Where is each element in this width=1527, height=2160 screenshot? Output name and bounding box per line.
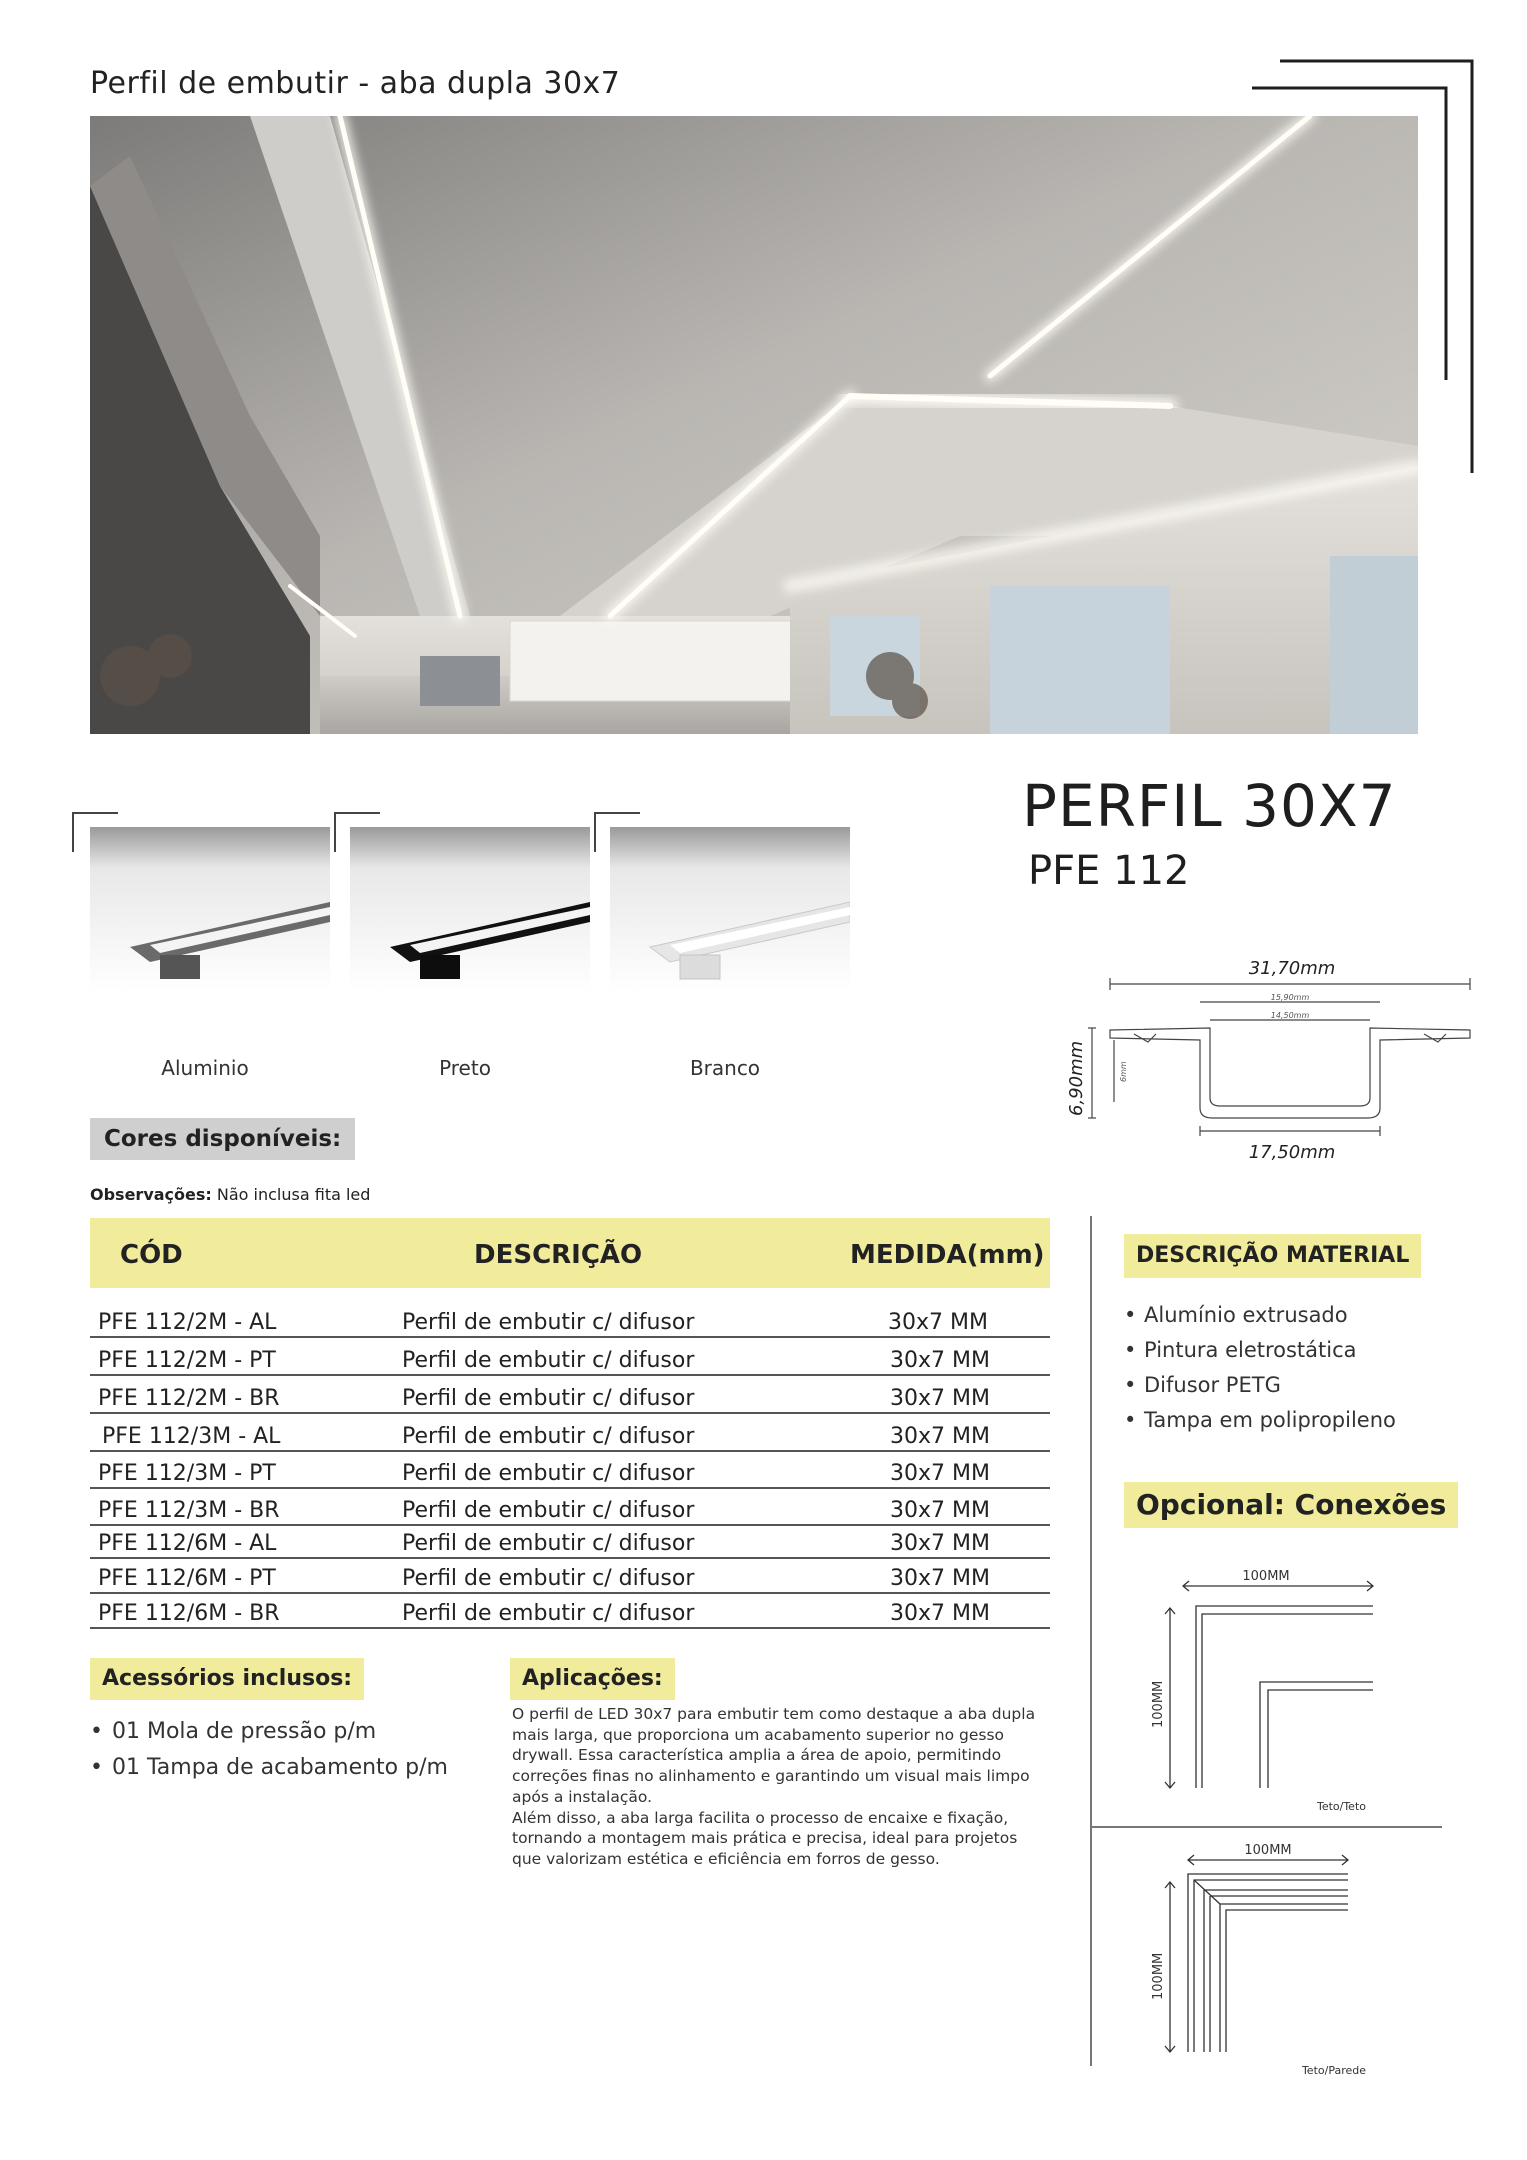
cell-code: PFE 112/3M - AL [102,1424,281,1449]
connections-title: Opcional: Conexões [1124,1482,1458,1528]
conn-caption: Teto/Parede [1301,2064,1366,2077]
swatch-label-preto: Preto [439,1056,491,1080]
cell-description: Perfil de embutir c/ difusor [402,1461,695,1486]
dim-top-width: 31,70mm [1248,958,1336,979]
material-item: • Alumínio extrusado [1124,1298,1396,1333]
cell-description: Perfil de embutir c/ difusor [402,1310,695,1335]
cell-code: PFE 112/2M - PT [98,1348,276,1373]
swatch-label-branco: Branco [689,1056,761,1080]
connection-teto-teto [1148,1568,1378,1818]
conn-caption: Teto/Teto [1316,1800,1366,1813]
product-code: PFE 112 [1028,848,1190,894]
profile-branco-icon [610,827,850,992]
observations-text: Não inclusa fita led [216,1185,371,1204]
cell-measure: 30x7 MM [888,1310,988,1335]
row-divider [90,1557,1050,1559]
row-divider [90,1374,1050,1376]
ceiling-led-photo-icon [90,116,1418,734]
cell-code: PFE 112/6M - PT [98,1566,276,1591]
material-item: • Pintura eletrostática [1124,1333,1396,1368]
page-title: Perfil de embutir - aba dupla 30x7 [90,66,621,101]
dim-inner-width-2: 14,50mm [1270,1011,1310,1020]
applications-text [512,1704,1042,1870]
table-row [90,1494,1050,1526]
swatch-branco [610,827,850,992]
conn-height: 100MM [1151,1680,1166,1728]
cell-measure: 30x7 MM [890,1566,990,1591]
cell-measure: 30x7 MM [890,1386,990,1411]
applications-paragraph: Além disso, a aba larga facilita o processo de encaixe e fixação, tornando a montagem mais prática e precisa, ideal para projetos que valorizam estética e eficiência em forros de gesso. [512,1808,1018,1868]
table-header [90,1218,1050,1288]
column-divider [1090,1216,1092,2066]
table-row [90,1344,1050,1376]
accessory-item: • 01 Mola de pressão p/m [90,1714,448,1750]
applications-title: Aplicações: [510,1658,675,1700]
swatch-preto [350,827,590,992]
conn-height: 100MM [1151,1952,1166,2000]
accessory-item: • 01 Tampa de acabamento p/m [90,1750,448,1786]
observations [90,1185,370,1204]
colors-available-label: Cores disponíveis: [90,1118,355,1160]
product-title: PERFIL 30X7 [1022,772,1397,840]
cell-code: PFE 112/3M - BR [98,1498,280,1523]
table-row [90,1562,1050,1594]
table-row [90,1420,1050,1452]
row-divider [90,1592,1050,1594]
cell-description: Perfil de embutir c/ difusor [402,1498,695,1523]
dim-inner-height: 6mm [1119,1061,1128,1082]
row-divider [90,1524,1050,1526]
cell-description: Perfil de embutir c/ difusor [402,1566,695,1591]
cell-code: PFE 112/2M - AL [98,1310,277,1335]
cell-code: PFE 112/6M - AL [98,1531,277,1556]
technical-drawing [1030,950,1480,1170]
cell-code: PFE 112/3M - PT [98,1461,276,1486]
cell-description: Perfil de embutir c/ difusor [402,1348,695,1373]
cell-measure: 30x7 MM [890,1348,990,1373]
cell-measure: 30x7 MM [890,1601,990,1626]
table-row [90,1457,1050,1489]
dim-inner-width-1: 15,90mm [1270,993,1310,1002]
hero-image [90,116,1418,734]
material-item: • Difusor PETG [1124,1368,1396,1403]
applications-paragraph: O perfil de LED 30x7 para embutir tem como destaque a aba dupla mais larga, que proporciona um acabamento superior no gesso drywall. Essa característica amplia a área de apoio, permitindo correções finas no alinhamento e garantindo um visual mais limpo após a instalação. [512,1705,1036,1806]
accessories-title: Acessórios inclusos: [90,1658,364,1700]
connections-divider [1090,1826,1442,1828]
row-divider [90,1627,1050,1629]
conn-width: 100MM [1244,1843,1292,1858]
row-divider [90,1487,1050,1489]
swatch-aluminio [90,827,330,992]
profile-aluminio-icon [90,827,330,992]
cell-code: PFE 112/6M - BR [98,1601,280,1626]
cell-description: Perfil de embutir c/ difusor [402,1531,695,1556]
connection-teto-parede [1148,1842,1378,2082]
cell-description: Perfil de embutir c/ difusor [402,1601,695,1626]
swatch-label-aluminio: Aluminio [161,1056,249,1080]
observations-label: Observações: [90,1185,212,1204]
table-row [90,1597,1050,1629]
table-row [90,1527,1050,1559]
cell-description: Perfil de embutir c/ difusor [402,1424,695,1449]
material-list [1124,1298,1396,1438]
cell-measure: 30x7 MM [890,1424,990,1449]
cell-measure: 30x7 MM [890,1498,990,1523]
material-title: DESCRIÇÃO MATERIAL [1124,1234,1421,1278]
row-divider [90,1412,1050,1414]
dim-bottom-width: 17,50mm [1248,1142,1336,1163]
cell-measure: 30x7 MM [890,1531,990,1556]
row-divider [90,1336,1050,1338]
material-item: • Tampa em polipropileno [1124,1403,1396,1438]
cell-code: PFE 112/2M - BR [98,1386,280,1411]
table-header-description: DESCRIÇÃO [474,1240,643,1270]
table-row [90,1382,1050,1414]
conn-width: 100MM [1242,1569,1290,1584]
table-header-measure: MEDIDA(mm) [850,1240,1045,1270]
table-header-code: CÓD [120,1240,183,1270]
row-divider [90,1450,1050,1452]
profile-preto-icon [350,827,590,992]
accessories-list [90,1714,448,1786]
table-row [90,1306,1050,1338]
cell-measure: 30x7 MM [890,1461,990,1486]
dim-height: 6,90mm [1066,1040,1087,1116]
cell-description: Perfil de embutir c/ difusor [402,1386,695,1411]
